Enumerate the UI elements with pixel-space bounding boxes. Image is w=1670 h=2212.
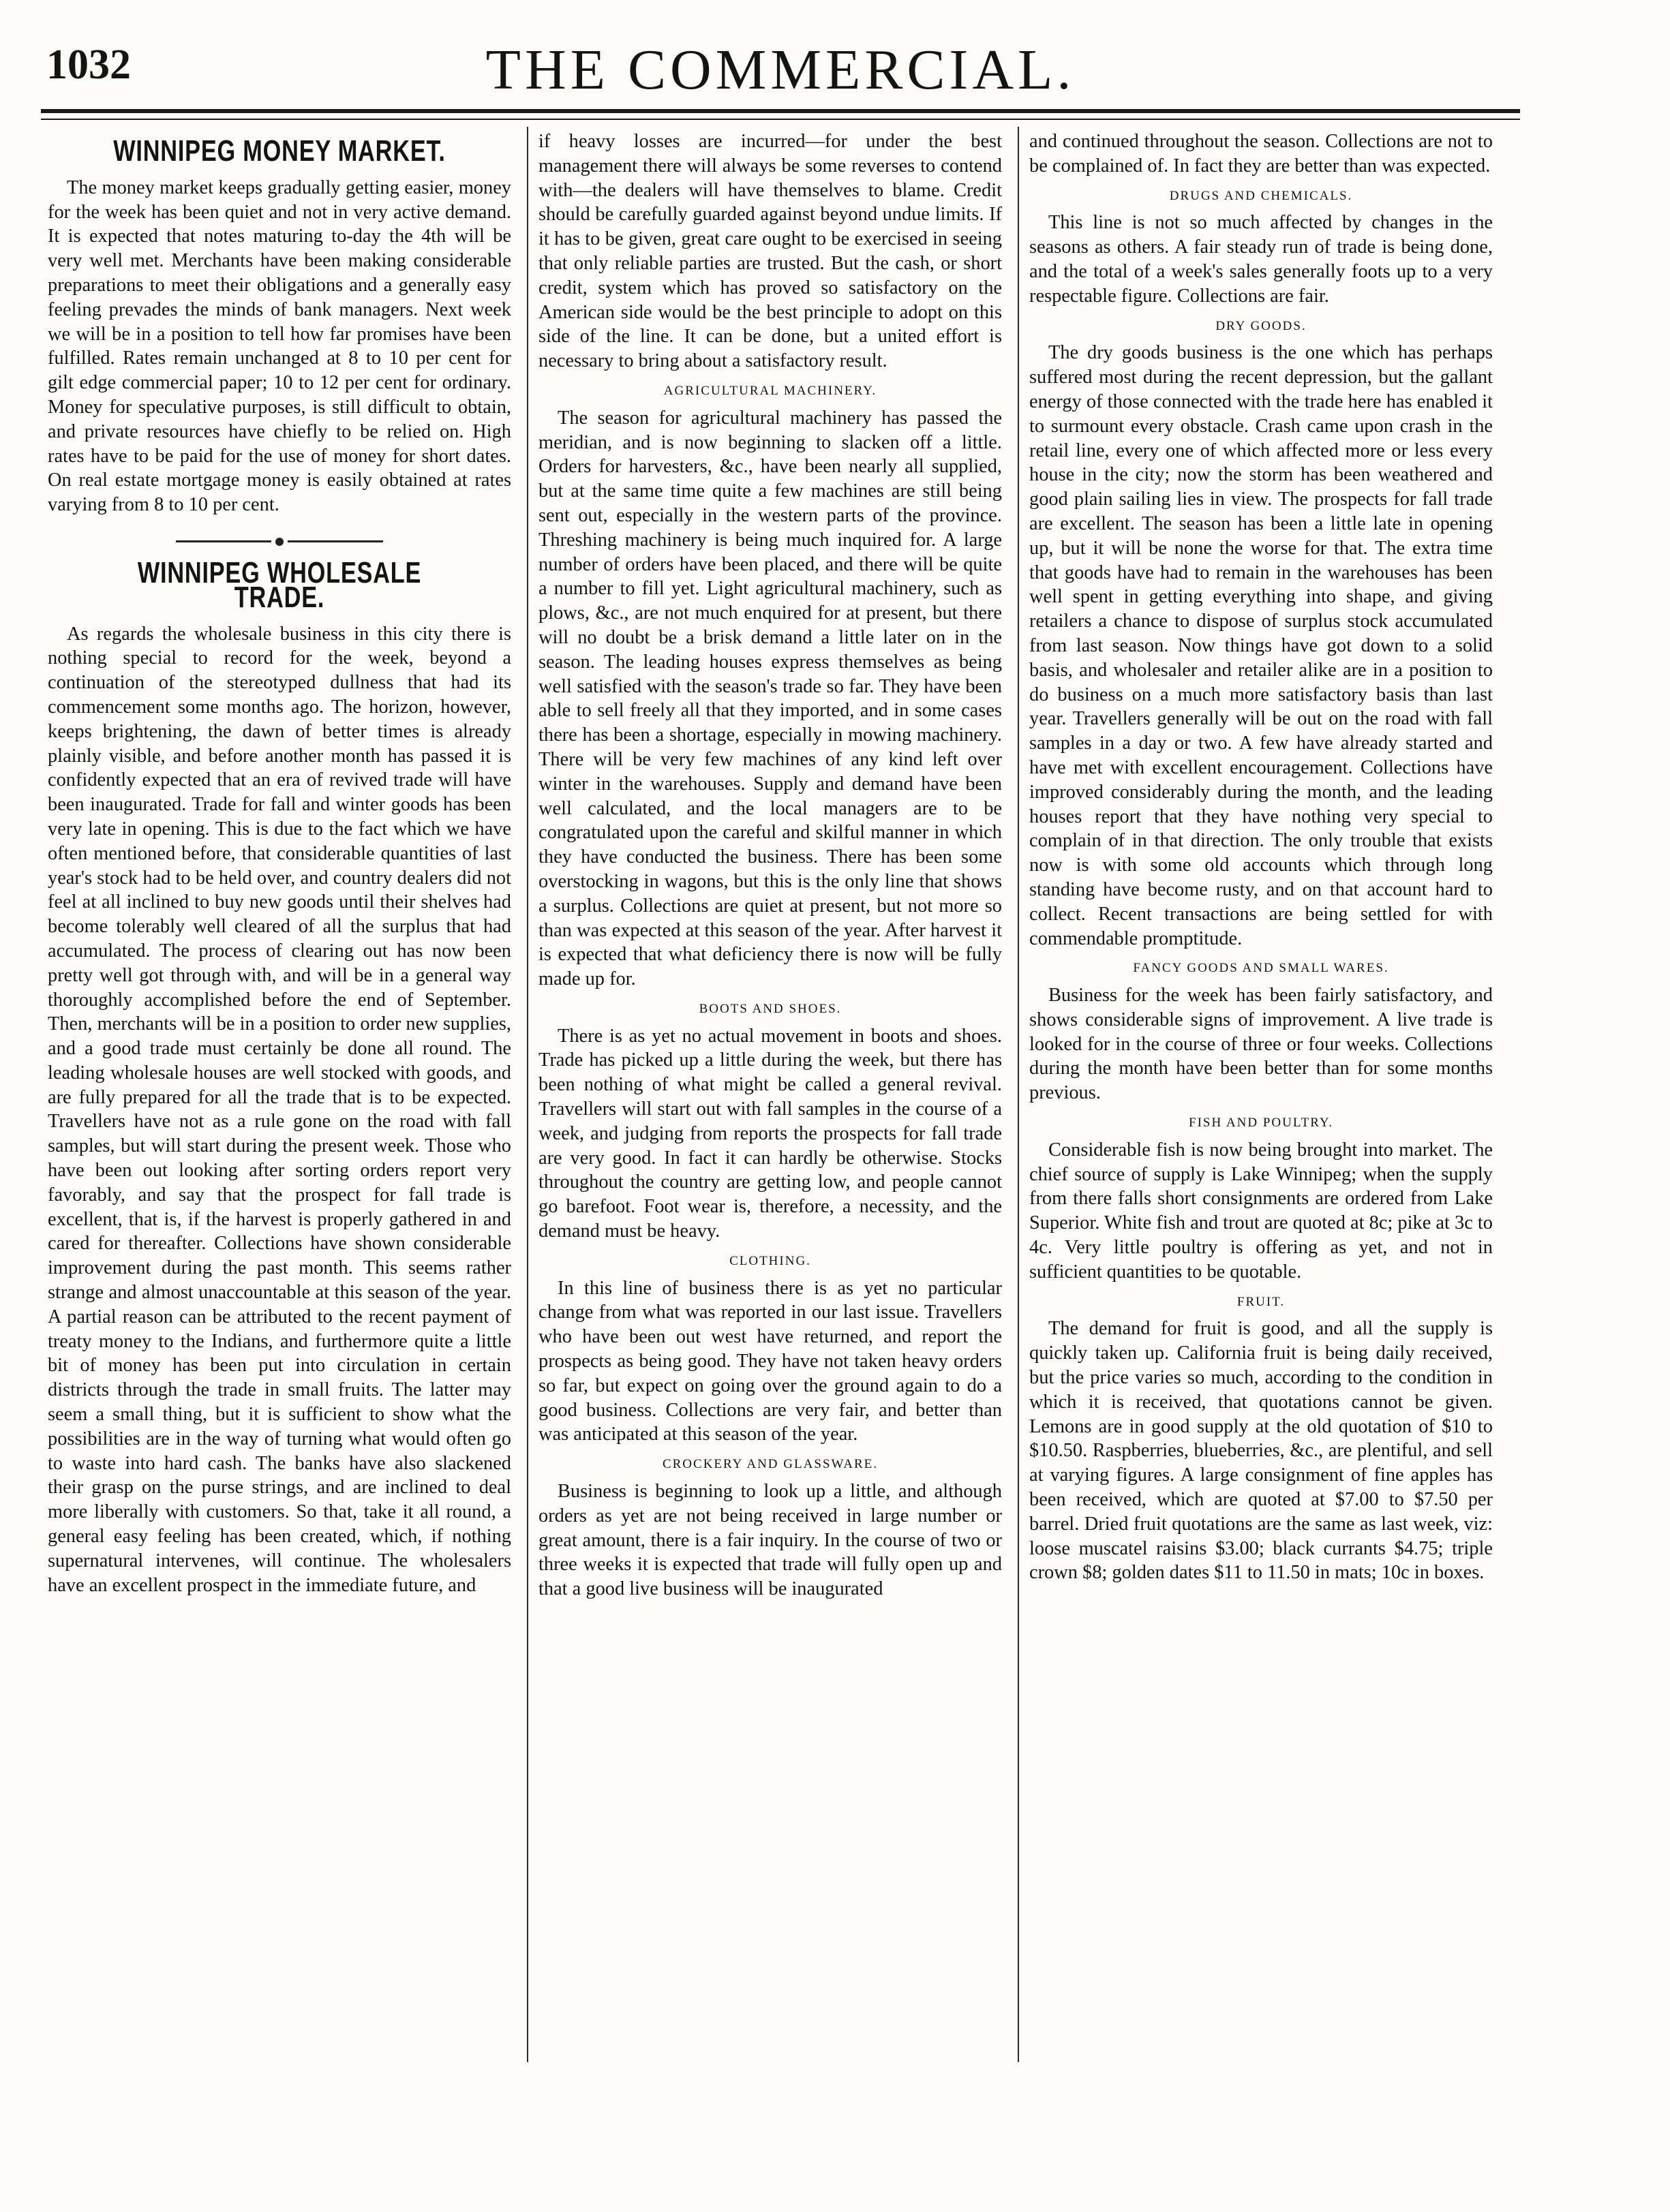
crockery-continued: and continued throughout the season. Collections are not to be complained of. In fact they are better than was expected. [1029, 131, 1493, 176]
column-divider [1018, 127, 1019, 2062]
section-separator [48, 538, 511, 546]
section-heading-fruit: FRUIT. [1236, 1294, 1286, 1309]
section-text-boots-and-shoes: There is as yet no actual movement in boots and shoes. Trade has picked up a little during the week, but there has been nothing of what might be called a general revival. Travellers will start out with fall samples in the course of a week, and judging from reports the prospects for fall trade are very good. In fact it can hardly be otherwise. Stocks throughout the country are getting low, and people cannot go barefoot. Foot wear is, therefore, a necessity, and the demand must be heavy. [538, 1025, 1002, 1242]
header-rule-thin [41, 119, 1520, 120]
section-text-drugs-and-chemicals: This line is not so much affected by changes in the seasons as others. A fair steady run of trade is being done, and the total of a week's sales generally foots up to a very respectable figure. Collections are fair. [1029, 212, 1493, 307]
section-heading-boots-and-shoes: BOOTS AND SHOES. [699, 1001, 842, 1016]
section-text-crockery-and-glassware: Business is beginning to look up a little, and although orders as yet are not being received in large number or great amount, there is a fair inquiry. In the course of two or three weeks it is expected that trade will fully open up and that a good live business will be inaugurated [538, 1481, 1002, 1600]
money-market-headline: WINNIPEG MONEY MARKET. [113, 134, 446, 168]
section-heading-fancy-goods: FANCY GOODS AND SMALL WARES. [1133, 961, 1389, 976]
section-heading-clothing: CLOTHING. [729, 1253, 811, 1268]
section-heading-drugs-and-chemicals: DRUGS AND CHEMICALS. [1169, 188, 1353, 203]
money-market-paragraph: The money market keeps gradually getting easier, money for the week has been quiet and not in very active demand. It is expected that notes maturing to-day the 4th will be very well met. Merchants have been making considerable preparations to meet their obligations and a generally easy feeling prevades the minds of bank managers. Next week we will be in a position to tell how far promises have been fulfilled. Rates remain unchanged at 8 to 10 per cent for gilt edge commercial paper; 10 to 12 per cent for ordinary. Money for speculative purposes, is still difficult to obtain, and private resources have chiefly to be relied on. High rates have to be paid for the use of money for short dates. On real estate mortgage money is easily obtained at rates varying from 8 to 10 per cent. [48, 176, 511, 516]
section-heading-agricultural-machinery: AGRICULTURAL MACHINERY. [663, 383, 877, 398]
section-text-fish-and-poultry: Considerable fish is now being brought into market. The chief source of supply is Lake Winnipeg; when the supply from there falls short consignments are ordered from Lake Superior. White fish and trout are quoted at 8c; pike at 3c to 4c. Very little poultry is offering as yet, and not in sufficient quantities to be quotable. [1029, 1139, 1493, 1282]
section-text-dry-goods: The dry goods business is the one which has perhaps suffered most during the recent depression, but the gallant energy of those connected with the trade here has enabled it to surmount every obstacle. Crash came upon crash in the retail line, every one of which affected more or less every house in the city; now the storm has been weathered and good plain sailing lies in view. The prospects for fall trade are excellent. The season has been a little late in opening up, but it will be none the worse for that. The extra time that goods have had to remain in the warehouses has been well spent in getting everything into shape, and giving retailers a chance to dispose of surplus stock accumulated from last season. Now things have got down to a solid basis, and wholesaler and retailer alike are in a position to do business on a much more satisfactory basis than last year. Travellers generally will be out on the road with fall samples in a day or two. A few have already started and have met with excellent encouragement. Collections have improved considerably during the month, and the leading houses report that they have nothing very special to complain of in that direction. The only trouble that exists now is with some old accounts which through long standing have become rusty, and on that account hard to collect. Recent transactions are being settled for with commendable promptitude. [1029, 342, 1493, 949]
header-rule [41, 109, 1520, 113]
page-header [41, 27, 1520, 123]
section-text-agricultural-machinery: The season for agricultural machinery has passed the meridian, and is now beginning to slacken off a little. Orders for harvesters, &c., have been nearly all supplied, but at the same time quite a few machines are still being sent out, especially in the western parts of the province. Threshing machinery is being much inquired for. A large number of orders have been placed, and there will be quite a number to fill yet. Light agricultural machinery, such as plows, &c., are not much enquired for at present, but there will no doubt be a brisk demand a little later on in the season. The leading houses express themselves as being well satisfied with the season's trade so far. They have been able to sell freely all that they imported, and in some cases there has been a shortage, especially in mowing machinery. There will be very few machines of any kind left over winter in the warehouses. Supply and demand have been well calculated, and the local managers are to be congratulated upon the careful and skilful manner in which they have conducted the business. There has been some overstocking in wagons, but this is the only line that shows a surplus. Collections are quiet at present, but not more so than was expected at this season of the year. After harvest it is expected that what deficiency there is now will be fully made up for. [538, 407, 1002, 990]
wholesale-intro-continued: if heavy losses are incurred—for under the best management there will always be some reverses to contend with—the dealers will have themselves to blame. Credit should be carefully guarded against beyond undue limits. If it has to be given, great care ought to be exercised in seeing that only reliable parties are trusted. But the cash, or short credit, system which has proved so satisfactory on the American side would be the best principle to adopt on this side of the line. It can be done, but a united effort is necessary to bring about a satisfactory result. [538, 131, 1002, 372]
column-3 [1029, 129, 1493, 1585]
section-text-clothing: In this line of business there is as yet no particular change from what was reported in our last issue. Travellers who have been out west have returned, and report the prospects as being good. They have not taken heavy orders so far, but expect on going over the ground again to do a good business. Collections are very fair, and better than was anticipated at this season of the year. [538, 1277, 1002, 1445]
section-text-fancy-goods: Business for the week has been fairly satisfactory, and shows considerable signs of improvement. A live trade is looked for in the course of three or four weeks. Collections during the month have been better than for some months previous. [1029, 985, 1493, 1104]
section-heading-crockery-and-glassware: CROCKERY AND GLASSWARE. [662, 1457, 879, 1472]
column-2 [538, 129, 1002, 1601]
page-number: 1032 [46, 42, 131, 88]
column-divider [527, 127, 528, 2062]
publication-title: THE COMMERCIAL. [485, 38, 1076, 102]
section-heading-fish-and-poultry: FISH AND POULTRY. [1189, 1116, 1333, 1131]
section-heading-dry-goods: DRY GOODS. [1215, 318, 1307, 333]
column-1 [48, 129, 511, 1597]
wholesale-intro-paragraph: As regards the wholesale business in this city there is nothing special to record for the week, beyond a continuation of the stereotyped dullness that had its commencement some months ago. The horizon, however, keeps brightening, the dawn of better times is already plainly visible, and before another month has passed it is confidently expected that an era of revived trade will have been inaugurated. Trade for fall and winter goods has been very late in opening. This is due to the fact which we have often mentioned before, that considerable quantities of last year's stock had to be held over, and country dealers did not feel at all inclined to buy new goods until their shelves had become tolerably well cleared of all the surplus that had accumulated. The process of clearing out has now been pretty well got through with, and will be in a general way thoroughly accomplished before the end of September. Then, merchants will be in a position to order new supplies, and a good trade must certainly be done all round. The leading wholesale houses are well stocked with goods, and are fully prepared for all the trade that is to be expected. Travellers have not as a rule gone on the road with fall samples, but will start during the present week. Those who have been out looking after sorting orders report very favorably, and say that the prospect for fall trade is excellent, that is, if the harvest is properly gathered in and cared for thereafter. Collections have shown considerable improvement during the past month. This seems rather strange and almost unaccountable at this season of the year. A partial reason can be attributed to the recent payment of treaty money to the Indians, and furthermore quite a little bit of money has been put into circulation in certain districts through the trade in small fruits. The latter may seem a small thing, but it is sufficient to show what the possibilities are in the way of turning what would often go to waste into hard cash. The banks have also slackened their grasp on the purse strings, and are inclined to deal more liberally with customers. So that, take it all round, a general easy feeling has been created, which, if nothing supernatural intervenes, will continue. The wholesalers have an excellent prospect in the immediate future, and [48, 623, 511, 1596]
section-text-fruit: The demand for fruit is good, and all the supply is quickly taken up. California fruit is being daily received, but the price varies so much, according to the condition in which it is received, that quotations cannot be given. Lemons are in good supply at the old quotation of $10 to $10.50. Raspberries, blueberries, &c., are plentiful, and sell at varying figures. A large consignment of fine apples has been received, which are quoted at $7.00 to $7.50 per barrel. Dried fruit quotations are the same as last week, viz: loose muscatel raisins $3.00; black currants $4.75; triple crown $8; golden dates $11 to 11.50 in mats; 10c in boxes. [1029, 1318, 1493, 1584]
wholesale-trade-headline: WINNIPEG WHOLESALE TRADE. [137, 555, 422, 614]
